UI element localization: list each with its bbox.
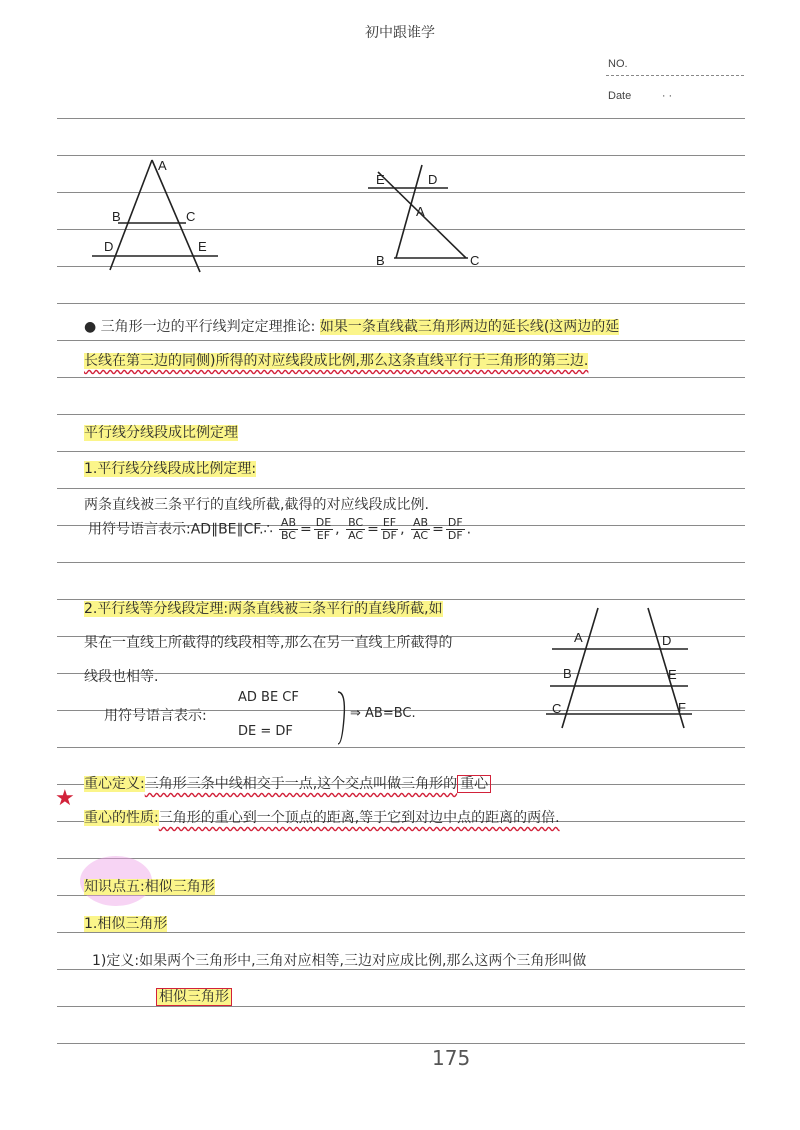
fig1-label-e: E: [198, 239, 207, 254]
fig1-label-d: D: [104, 239, 114, 254]
fig2-label-e: E: [376, 172, 385, 187]
theorem2-symbol-prefix: 用符号语言表示:: [104, 708, 207, 724]
theorem1-symbolic: 用符号语言表示:AD∥BE∥CF.∴ $\frac{AB}{BC}$ = $\frac{DE}{EF}$ , $\frac{BC}{AC}$ = $\frac{EF}{DF}$ , $\frac{AB}{AC}$ = $\frac{DF}{DF}$ .: [88, 516, 472, 542]
theorem2-line-1: 2.平行线等分线段定理:两条直线被三条平行的直线所截,如: [84, 601, 443, 617]
no-label: NO.: [608, 58, 628, 70]
fig1-label-c: C: [186, 209, 196, 224]
theorem2-cond-1: AD BE CF: [238, 690, 299, 705]
fig1-label-b: B: [112, 209, 121, 224]
fig2-label-a: A: [416, 204, 425, 219]
theorem2-cond-2: DE = DF: [238, 724, 293, 739]
fig2-label-d: D: [428, 172, 438, 187]
page-header-title: 初中跟谁学: [365, 25, 435, 41]
page-number: 175: [432, 1046, 471, 1070]
fig3-label-d: D: [662, 633, 672, 648]
fraction-de-ef: $\frac{DE}{EF}$: [315, 516, 332, 542]
star-icon: ★: [55, 786, 75, 811]
theorem2-result: ⇒ AB=BC.: [350, 706, 416, 721]
theorem2-line-3: 线段也相等.: [84, 669, 159, 685]
corollary-line-2: 长线在第三边的同侧)所得的对应线段成比例,那么这条直线平行于三角形的第三边.: [84, 353, 589, 369]
fig3-label-f: F: [678, 700, 686, 715]
knowledge-sub-1: 1.相似三角形: [84, 916, 168, 932]
fraction-bc-ac: $\frac{BC}{AC}$: [348, 516, 364, 542]
centroid-definition: 重心定义:三角形三条中线相交于一点,这个交点叫做三角形的 重心: [84, 773, 491, 793]
theorem1-title: 1.平行线分线段成比例定理:: [84, 461, 257, 477]
fig3-label-e: E: [668, 667, 677, 682]
similar-def-term: 相似三角形: [156, 986, 232, 1006]
theorem1-text: 两条直线被三条平行的直线所截,截得的对应线段成比例.: [84, 497, 429, 513]
fraction-df-df: $\frac{DF}{DF}$: [447, 516, 463, 542]
fraction-ab-ac: $\frac{AB}{AC}$: [413, 516, 429, 542]
fig2-label-c: C: [470, 253, 480, 268]
knowledge-title: 知识点五:相似三角形: [84, 879, 215, 895]
corollary-line-1: ● 三角形一边的平行线判定定理推论: 如果一条直线截三角形两边的延长线(这两边的延: [84, 319, 620, 335]
fraction-ef-df: $\frac{EF}{DF}$: [382, 516, 397, 542]
section-title: 平行线分线段成比例定理: [84, 425, 238, 441]
similar-def-line: 1)定义:如果两个三角形中,三角对应相等,三边对应成比例,那么这两个三角形叫做: [92, 953, 587, 969]
centroid-property: 重心的性质:三角形的重心到一个顶点的距离,等于它到对边中点的距离的两倍.: [84, 810, 560, 826]
fraction-ab-bc: $\frac{AB}{BC}$: [280, 516, 296, 542]
theorem2-line-2: 果在一直线上所截得的线段相等,那么在另一直线上所截得的: [84, 635, 453, 651]
fig3-label-a: A: [574, 630, 583, 645]
fig3-label-b: B: [563, 666, 572, 681]
date-label: Date · ·: [608, 90, 673, 102]
fig1-label-a: A: [158, 158, 167, 173]
fig2-label-b: B: [376, 253, 385, 268]
fig3-label-c: C: [552, 701, 562, 716]
